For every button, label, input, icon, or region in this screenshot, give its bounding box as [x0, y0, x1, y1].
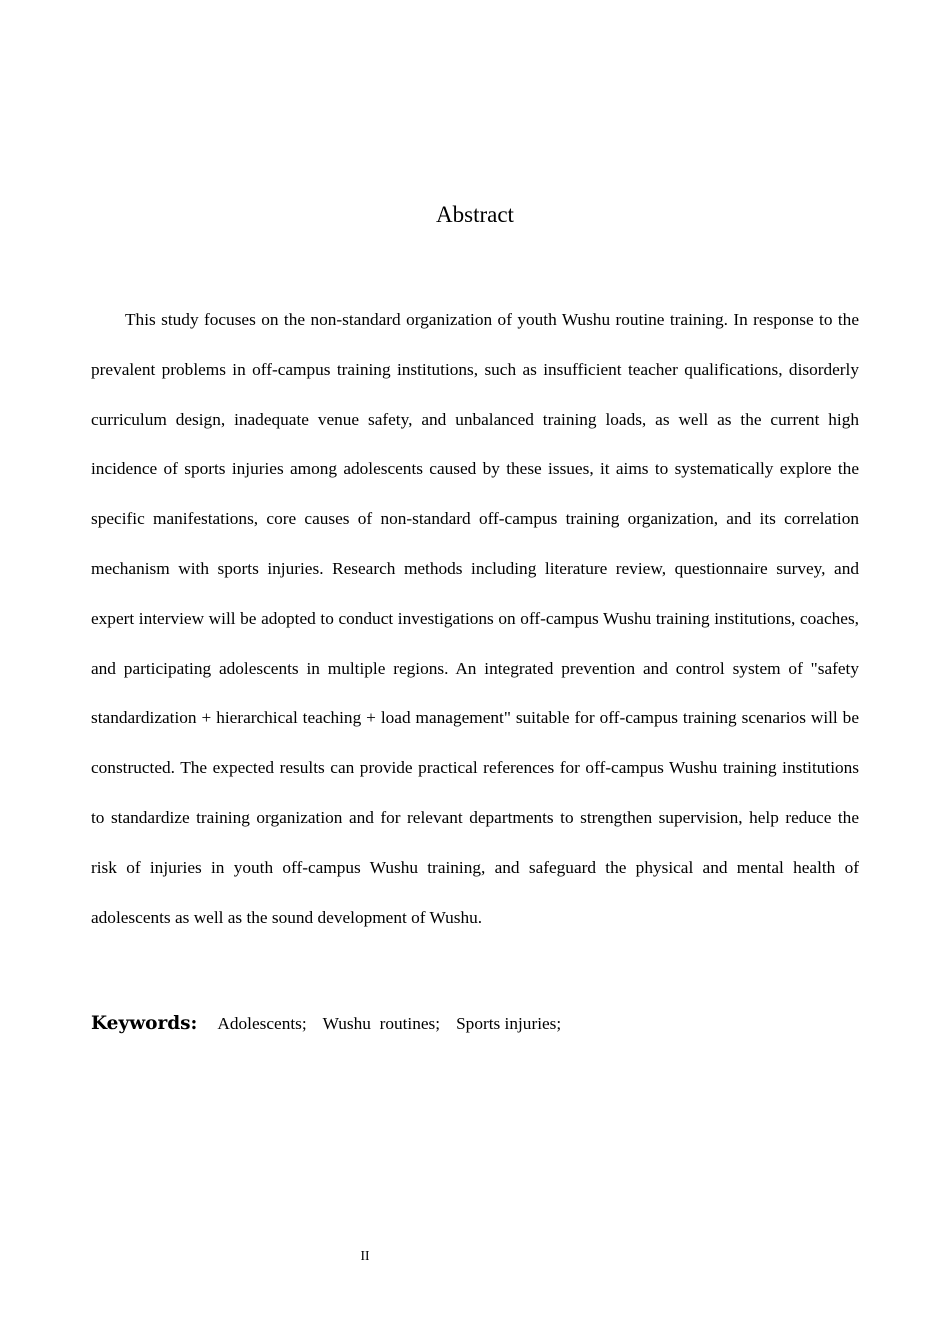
keywords-label: Keywords:: [91, 1013, 198, 1034]
page-number: II: [360, 1248, 370, 1263]
abstract-title: Abstract: [436, 202, 514, 227]
abstract-body: This study focuses on the non-standard organization of youth Wushu routine training. In response to the prevalent problems in off-campus training institutions, such as insufficient teacher qualifications, disorderly curriculum design, inadequate venue safety, and unbalanced training loads, as well as the current high incidence of sports injuries among adolescents caused by these issues, it aims to systematically explore the specific manifestations, core causes of non-standard off-campus training organization, and its correlation mechanism with sports injuries. Research methods including literature review, questionnaire survey, and expert interview will be adopted to conduct investigations on off-campus Wushu training institutions, coaches, and participating adolescents in multiple regions. An integrated prevention and control system of "safety standardization + hierarchical teaching + load management" suitable for off-campus training scenarios will be constructed. The expected results can provide practical references for off-campus Wushu training institutions to standardize training organization and for relevant departments to strengthen supervision, help reduce the risk of injuries in youth off-campus Wushu training, and safeguard the physical and mental health of adolescents as well as the sound development of Wushu.: [91, 310, 859, 927]
keyword-item: Sports injuries;: [456, 1014, 562, 1033]
keyword-item: Adolescents;: [217, 1014, 307, 1033]
keywords-line: [91, 1008, 859, 1040]
keyword-item: Wushu routines;: [322, 1014, 441, 1033]
